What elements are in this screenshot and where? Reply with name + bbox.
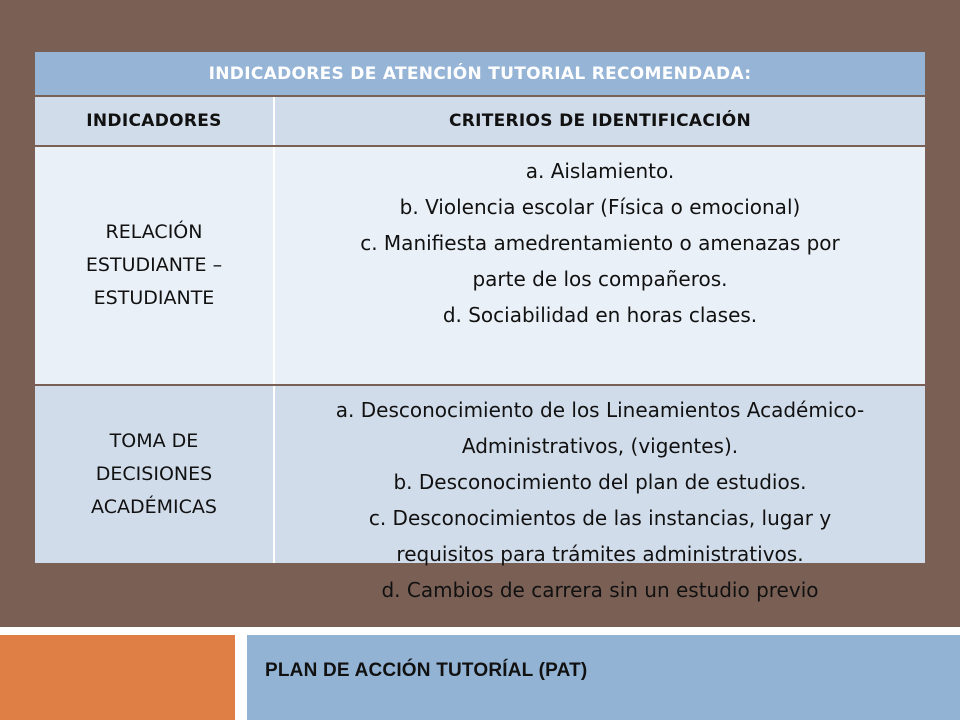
indicator-line: ESTUDIANTE: [93, 287, 215, 309]
indicator-line: ESTUDIANTE –: [85, 254, 223, 276]
column-header-indicators: [35, 97, 275, 145]
indicator-line: ACADÉMICAS: [91, 496, 217, 518]
footer-accent-block: [0, 635, 235, 720]
criteria-line: a. Desconocimiento de los Lineamientos Académico-: [335, 398, 865, 422]
indicator-cell: [35, 147, 275, 384]
criteria-line: d. Sociabilidad en horas clases.: [442, 303, 758, 327]
footer-title: PLAN DE ACCIÓN TUTORÍAL (PAT): [265, 660, 588, 681]
column-header-criteria: [275, 97, 925, 145]
column-header-criteria-label: CRITERIOS DE IDENTIFICACIÓN: [448, 111, 752, 131]
criteria-line: d. Cambios de carrera sin un estudio previo: [381, 578, 819, 602]
footer-bar: [247, 635, 960, 720]
criteria-cell: [275, 386, 925, 602]
criteria-line: b. Desconocimiento del plan de estudios.: [393, 470, 807, 494]
table-title: INDICADORES DE ATENCIÓN TUTORIAL RECOMENDADA:: [208, 63, 752, 84]
indicators-table: [35, 52, 925, 602]
indicator-line: TOMA DE: [109, 430, 199, 452]
indicator-label: [78, 216, 230, 315]
table-row: [35, 147, 925, 384]
column-header-row: [35, 97, 925, 145]
criteria-list: [330, 392, 870, 608]
criteria-line: requisitos para trámites administrativos.: [396, 542, 804, 566]
criteria-line: c. Manifiesta amedrentamiento o amenazas por: [360, 231, 840, 255]
criteria-line: parte de los compañeros.: [472, 267, 728, 291]
table-title-row: [35, 52, 925, 95]
indicator-label: [83, 425, 225, 524]
criteria-cell: [275, 147, 925, 384]
criteria-line: Administrativos, (vigentes).: [461, 434, 739, 458]
indicator-line: DECISIONES: [95, 463, 213, 485]
criteria-line: b. Violencia escolar (Física o emocional): [399, 195, 801, 219]
criteria-line: c. Desconocimientos de las instancias, lugar y: [368, 506, 832, 530]
criteria-list: [354, 153, 846, 333]
indicator-line: RELACIÓN: [105, 221, 203, 243]
column-header-indicators-label: INDICADORES: [86, 111, 222, 131]
table-row: [35, 386, 925, 602]
indicator-cell: [35, 386, 275, 563]
criteria-line: a. Aislamiento.: [525, 159, 675, 183]
